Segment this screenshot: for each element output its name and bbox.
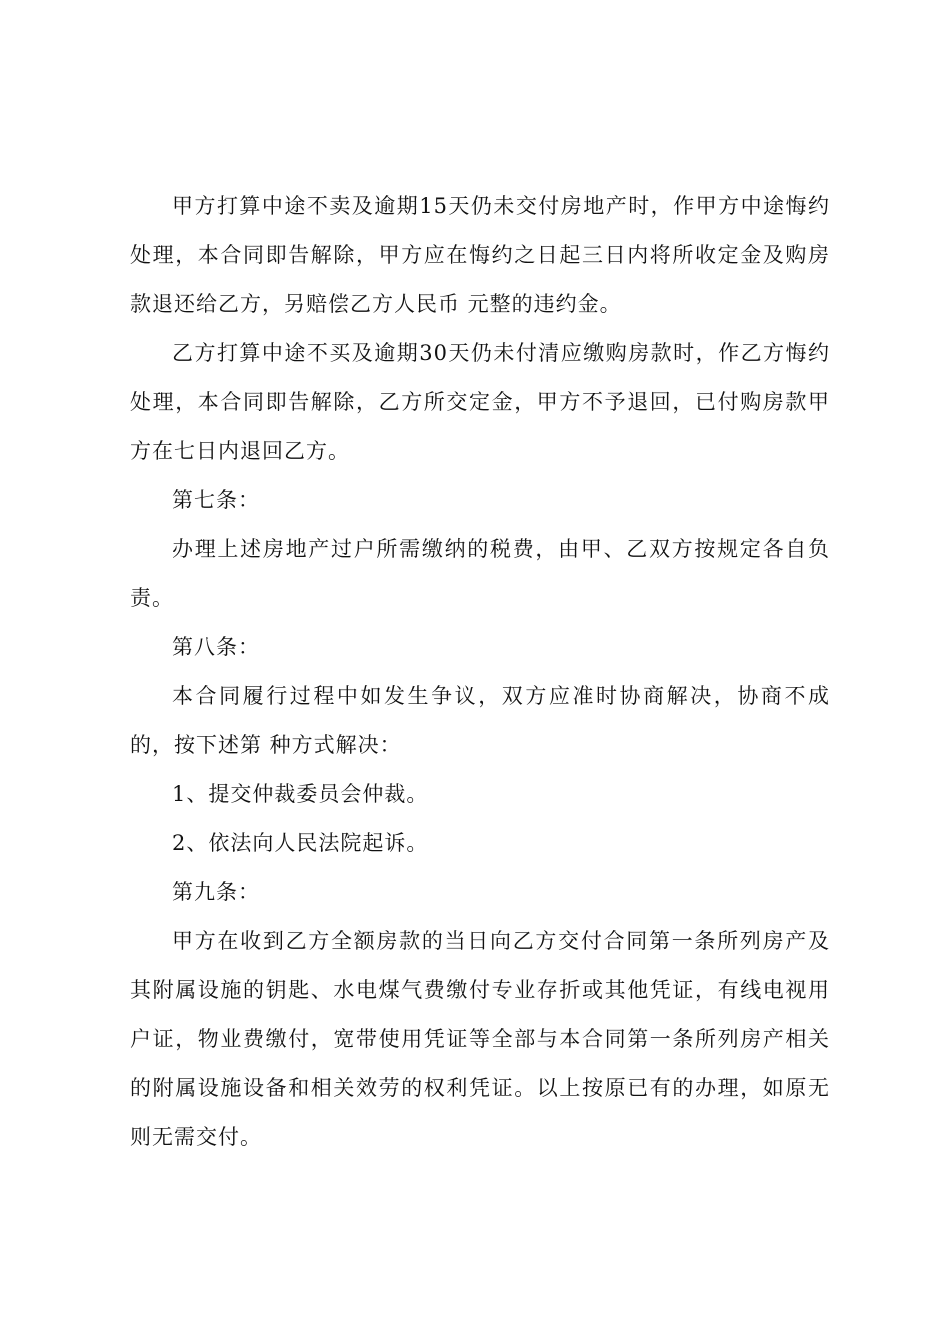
article-7-heading: 第七条： — [172, 488, 260, 512]
paragraph-taxes: 办理上述房地产过户所需缴纳的税费，由甲、乙双方按规定各自负责。 — [130, 537, 830, 610]
paragraph-handover: 甲方在收到乙方全额房款的当日向乙方交付合同第一条所列房产及其附属设施的钥匙、水电煤气费缴付专业存折或其他凭证，有线电视用户证，物业费缴付，宽带使用凭证等全部与本合同第一条所列房产相关的附属设施设备和相关效劳的权利凭证。以上按原已有的办理，如原无则无需交付。 — [130, 929, 830, 1149]
article-8-heading: 第八条： — [172, 635, 260, 659]
paragraph-buyer-breach: 乙方打算中途不买及逾期30天仍未付清应缴购房款时，作乙方悔约处理，本合同即告解除，乙方所交定金，甲方不予退回，已付购房款甲方在七日内退回乙方。 — [130, 341, 830, 463]
document-body — [130, 182, 830, 1162]
article-9-heading: 第九条： — [172, 880, 260, 904]
paragraph-seller-breach: 甲方打算中途不卖及逾期15天仍未交付房地产时，作甲方中途悔约处理，本合同即告解除，甲方应在悔约之日起三日内将所收定金及购房款退还给乙方，另赔偿乙方人民币 元整的违约金。 — [130, 194, 830, 316]
option-court: 2、依法向人民法院起诉。 — [172, 831, 429, 855]
option-arbitration: 1、提交仲裁委员会仲裁。 — [172, 782, 429, 806]
paragraph-dispute: 本合同履行过程中如发生争议，双方应准时协商解决，协商不成的，按下述第 种方式解决： — [130, 684, 830, 757]
